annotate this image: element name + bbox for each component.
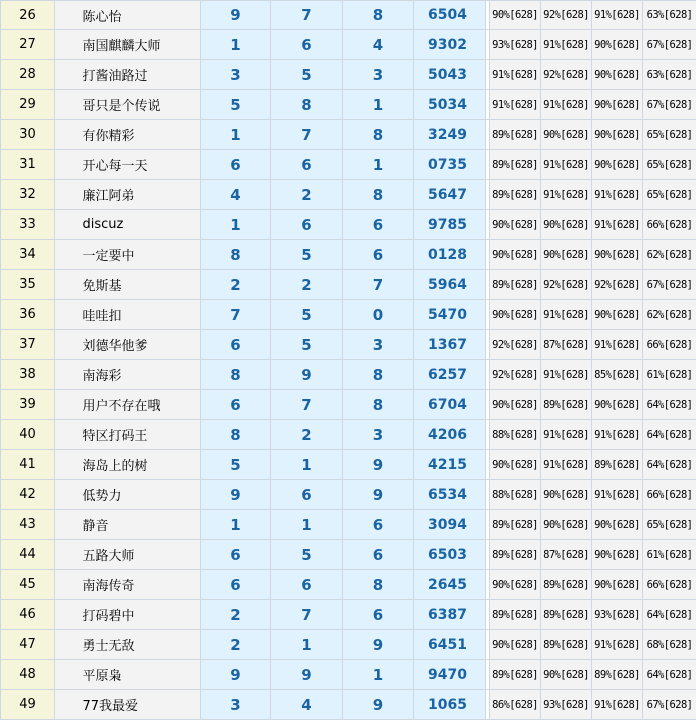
digit-2-cell: 4: [271, 690, 343, 720]
digit-1-cell: 5: [201, 450, 271, 480]
stat-3-cell: 91%[628]: [592, 330, 643, 360]
rank-cell: 44: [1, 540, 55, 570]
digit-1-cell: 8: [201, 420, 271, 450]
stat-2-cell: 91%[628]: [541, 30, 592, 60]
digit-3-cell: 9: [343, 630, 414, 660]
stat-1-cell: 92%[628]: [490, 360, 541, 390]
stat-4-cell: 65%[628]: [643, 510, 696, 540]
digit-3-cell: 8: [343, 390, 414, 420]
stat-1-cell: 90%[628]: [490, 630, 541, 660]
digit-3-cell: 0: [343, 300, 414, 330]
code-cell: 0735: [414, 150, 486, 180]
digit-3-cell: 8: [343, 1, 414, 30]
digit-2-cell: 6: [271, 210, 343, 240]
rank-cell: 29: [1, 90, 55, 120]
user-name-cell: 海岛上的树: [77, 450, 201, 480]
row-spacer: [55, 690, 77, 720]
stat-3-cell: 90%[628]: [592, 90, 643, 120]
stat-3-cell: 90%[628]: [592, 300, 643, 330]
stat-3-cell: 90%[628]: [592, 570, 643, 600]
digit-3-cell: 9: [343, 690, 414, 720]
row-spacer: [55, 60, 77, 90]
stat-4-cell: 63%[628]: [643, 60, 696, 90]
stat-4-cell: 64%[628]: [643, 390, 696, 420]
stat-4-cell: 65%[628]: [643, 150, 696, 180]
rank-cell: 47: [1, 630, 55, 660]
digit-3-cell: 6: [343, 600, 414, 630]
stat-4-cell: 67%[628]: [643, 90, 696, 120]
digit-3-cell: 6: [343, 540, 414, 570]
code-cell: 6503: [414, 540, 486, 570]
stat-2-cell: 92%[628]: [541, 1, 592, 30]
digit-2-cell: 6: [271, 30, 343, 60]
user-name-cell: 用户不存在哦: [77, 390, 201, 420]
stat-3-cell: 91%[628]: [592, 420, 643, 450]
rank-cell: 38: [1, 360, 55, 390]
table-row: [1, 360, 696, 390]
digit-2-cell: 1: [271, 450, 343, 480]
digit-3-cell: 3: [343, 60, 414, 90]
table-row: [1, 1, 696, 30]
code-cell: 9470: [414, 660, 486, 690]
ranking-table-body: [1, 1, 696, 720]
table-row: [1, 330, 696, 360]
digit-2-cell: 6: [271, 480, 343, 510]
digit-1-cell: 7: [201, 300, 271, 330]
row-spacer: [55, 150, 77, 180]
stat-2-cell: 89%[628]: [541, 600, 592, 630]
user-name-cell: 平原枭: [77, 660, 201, 690]
digit-2-cell: 6: [271, 150, 343, 180]
table-row: [1, 480, 696, 510]
stat-1-cell: 86%[628]: [490, 690, 541, 720]
digit-1-cell: 1: [201, 30, 271, 60]
row-spacer: [55, 480, 77, 510]
stat-2-cell: 92%[628]: [541, 270, 592, 300]
stat-4-cell: 66%[628]: [643, 480, 696, 510]
code-cell: 0128: [414, 240, 486, 270]
stat-2-cell: 87%[628]: [541, 330, 592, 360]
rank-cell: 33: [1, 210, 55, 240]
digit-3-cell: 7: [343, 270, 414, 300]
row-spacer: [55, 330, 77, 360]
row-spacer: [55, 450, 77, 480]
row-spacer: [55, 600, 77, 630]
user-name-cell: 静音: [77, 510, 201, 540]
digit-1-cell: 9: [201, 480, 271, 510]
digit-3-cell: 9: [343, 450, 414, 480]
stat-3-cell: 90%[628]: [592, 540, 643, 570]
stat-3-cell: 91%[628]: [592, 210, 643, 240]
rank-cell: 30: [1, 120, 55, 150]
stat-4-cell: 67%[628]: [643, 270, 696, 300]
stat-1-cell: 90%[628]: [490, 210, 541, 240]
digit-1-cell: 6: [201, 390, 271, 420]
digit-2-cell: 2: [271, 420, 343, 450]
stat-1-cell: 88%[628]: [490, 420, 541, 450]
row-spacer: [55, 570, 77, 600]
digit-3-cell: 3: [343, 330, 414, 360]
table-row: [1, 540, 696, 570]
code-cell: 6387: [414, 600, 486, 630]
table-row: [1, 150, 696, 180]
digit-3-cell: 8: [343, 120, 414, 150]
code-cell: 5964: [414, 270, 486, 300]
rank-cell: 49: [1, 690, 55, 720]
row-spacer: [55, 630, 77, 660]
table-row: [1, 120, 696, 150]
user-name-cell: 77我最爱: [77, 690, 201, 720]
stat-2-cell: 89%[628]: [541, 570, 592, 600]
stat-4-cell: 68%[628]: [643, 630, 696, 660]
stat-4-cell: 66%[628]: [643, 330, 696, 360]
rank-cell: 35: [1, 270, 55, 300]
digit-3-cell: 8: [343, 360, 414, 390]
digit-1-cell: 5: [201, 90, 271, 120]
user-name-cell: 陈心怡: [77, 1, 201, 30]
digit-2-cell: 5: [271, 240, 343, 270]
digit-1-cell: 1: [201, 510, 271, 540]
row-spacer: [55, 270, 77, 300]
stat-4-cell: 66%[628]: [643, 210, 696, 240]
code-cell: 2645: [414, 570, 486, 600]
digit-1-cell: 2: [201, 630, 271, 660]
stat-1-cell: 90%[628]: [490, 300, 541, 330]
code-cell: 1367: [414, 330, 486, 360]
stat-1-cell: 89%[628]: [490, 660, 541, 690]
stat-3-cell: 91%[628]: [592, 630, 643, 660]
rank-cell: 42: [1, 480, 55, 510]
stat-3-cell: 89%[628]: [592, 660, 643, 690]
rank-cell: 43: [1, 510, 55, 540]
stat-2-cell: 90%[628]: [541, 480, 592, 510]
stat-3-cell: 90%[628]: [592, 510, 643, 540]
digit-1-cell: 1: [201, 210, 271, 240]
rank-cell: 37: [1, 330, 55, 360]
rank-cell: 39: [1, 390, 55, 420]
row-spacer: [55, 300, 77, 330]
digit-3-cell: 3: [343, 420, 414, 450]
table-row: [1, 600, 696, 630]
rank-cell: 46: [1, 600, 55, 630]
table-row: [1, 210, 696, 240]
row-spacer: [55, 360, 77, 390]
row-spacer: [55, 660, 77, 690]
code-cell: 5043: [414, 60, 486, 90]
user-name-cell: 特区打码王: [77, 420, 201, 450]
user-name-cell: 南国麒麟大师: [77, 30, 201, 60]
digit-2-cell: 5: [271, 540, 343, 570]
stat-4-cell: 64%[628]: [643, 660, 696, 690]
stat-2-cell: 91%[628]: [541, 150, 592, 180]
stat-3-cell: 93%[628]: [592, 600, 643, 630]
user-name-cell: 南海传奇: [77, 570, 201, 600]
code-cell: 9302: [414, 30, 486, 60]
row-spacer: [55, 420, 77, 450]
stat-2-cell: 89%[628]: [541, 390, 592, 420]
stat-2-cell: 91%[628]: [541, 180, 592, 210]
stat-1-cell: 92%[628]: [490, 330, 541, 360]
stat-3-cell: 90%[628]: [592, 150, 643, 180]
user-name-cell: discuz: [77, 210, 201, 240]
digit-3-cell: 8: [343, 180, 414, 210]
row-spacer: [55, 540, 77, 570]
user-name-cell: 廉江阿弟: [77, 180, 201, 210]
digit-3-cell: 4: [343, 30, 414, 60]
table-row: [1, 270, 696, 300]
digit-2-cell: 1: [271, 510, 343, 540]
code-cell: 3094: [414, 510, 486, 540]
rank-cell: 48: [1, 660, 55, 690]
stat-2-cell: 91%[628]: [541, 450, 592, 480]
digit-1-cell: 4: [201, 180, 271, 210]
stat-3-cell: 90%[628]: [592, 120, 643, 150]
stat-1-cell: 89%[628]: [490, 510, 541, 540]
table-row: [1, 390, 696, 420]
stat-3-cell: 91%[628]: [592, 690, 643, 720]
digit-2-cell: 9: [271, 360, 343, 390]
digit-3-cell: 6: [343, 510, 414, 540]
stat-2-cell: 93%[628]: [541, 690, 592, 720]
table-row: [1, 90, 696, 120]
digit-1-cell: 2: [201, 600, 271, 630]
stat-4-cell: 65%[628]: [643, 120, 696, 150]
stat-1-cell: 93%[628]: [490, 30, 541, 60]
stat-2-cell: 87%[628]: [541, 540, 592, 570]
row-spacer: [55, 210, 77, 240]
table-row: [1, 510, 696, 540]
stat-3-cell: 85%[628]: [592, 360, 643, 390]
code-cell: 6534: [414, 480, 486, 510]
rank-cell: 36: [1, 300, 55, 330]
stat-2-cell: 90%[628]: [541, 510, 592, 540]
user-name-cell: 五路大师: [77, 540, 201, 570]
stat-4-cell: 67%[628]: [643, 690, 696, 720]
digit-1-cell: 8: [201, 240, 271, 270]
digit-3-cell: 6: [343, 240, 414, 270]
digit-3-cell: 9: [343, 480, 414, 510]
rank-cell: 28: [1, 60, 55, 90]
digit-2-cell: 9: [271, 660, 343, 690]
digit-1-cell: 3: [201, 690, 271, 720]
user-name-cell: 南海彩: [77, 360, 201, 390]
stat-3-cell: 92%[628]: [592, 270, 643, 300]
table-row: [1, 630, 696, 660]
rank-cell: 41: [1, 450, 55, 480]
code-cell: 6451: [414, 630, 486, 660]
digit-1-cell: 8: [201, 360, 271, 390]
code-cell: 5034: [414, 90, 486, 120]
row-spacer: [55, 240, 77, 270]
digit-2-cell: 8: [271, 90, 343, 120]
user-name-cell: 打码碧中: [77, 600, 201, 630]
user-name-cell: 开心每一天: [77, 150, 201, 180]
table-row: [1, 60, 696, 90]
row-spacer: [55, 90, 77, 120]
stat-1-cell: 90%[628]: [490, 450, 541, 480]
user-name-cell: 打酱油路过: [77, 60, 201, 90]
table-row: [1, 450, 696, 480]
user-name-cell: 哇哇扣: [77, 300, 201, 330]
table-row: [1, 300, 696, 330]
stat-2-cell: 90%[628]: [541, 120, 592, 150]
table-row: [1, 240, 696, 270]
user-name-cell: 免斯基: [77, 270, 201, 300]
digit-1-cell: 3: [201, 60, 271, 90]
rank-cell: 40: [1, 420, 55, 450]
row-spacer: [55, 1, 77, 30]
table-row: [1, 690, 696, 720]
stat-4-cell: 64%[628]: [643, 450, 696, 480]
stat-1-cell: 89%[628]: [490, 540, 541, 570]
digit-2-cell: 7: [271, 120, 343, 150]
code-cell: 6504: [414, 1, 486, 30]
digit-3-cell: 1: [343, 150, 414, 180]
stat-4-cell: 65%[628]: [643, 180, 696, 210]
digit-1-cell: 6: [201, 570, 271, 600]
rank-cell: 31: [1, 150, 55, 180]
stat-1-cell: 90%[628]: [490, 240, 541, 270]
row-spacer: [55, 390, 77, 420]
stat-1-cell: 90%[628]: [490, 390, 541, 420]
stat-4-cell: 61%[628]: [643, 360, 696, 390]
digit-1-cell: 6: [201, 330, 271, 360]
table-row: [1, 420, 696, 450]
stat-4-cell: 64%[628]: [643, 420, 696, 450]
stat-2-cell: 91%[628]: [541, 90, 592, 120]
digit-1-cell: 6: [201, 540, 271, 570]
stat-1-cell: 88%[628]: [490, 480, 541, 510]
digit-2-cell: 7: [271, 1, 343, 30]
stat-1-cell: 89%[628]: [490, 150, 541, 180]
table-row: [1, 570, 696, 600]
rank-cell: 27: [1, 30, 55, 60]
code-cell: 5470: [414, 300, 486, 330]
stat-4-cell: 62%[628]: [643, 240, 696, 270]
digit-2-cell: 5: [271, 330, 343, 360]
digit-2-cell: 1: [271, 630, 343, 660]
user-name-cell: 一定要中: [77, 240, 201, 270]
user-name-cell: 刘德华他爹: [77, 330, 201, 360]
code-cell: 1065: [414, 690, 486, 720]
stat-1-cell: 90%[628]: [490, 1, 541, 30]
table-row: [1, 180, 696, 210]
stat-1-cell: 89%[628]: [490, 120, 541, 150]
user-name-cell: 低势力: [77, 480, 201, 510]
digit-2-cell: 2: [271, 270, 343, 300]
digit-2-cell: 7: [271, 390, 343, 420]
stat-2-cell: 90%[628]: [541, 240, 592, 270]
digit-2-cell: 2: [271, 180, 343, 210]
user-name-cell: 哥只是个传说: [77, 90, 201, 120]
stat-4-cell: 66%[628]: [643, 570, 696, 600]
stat-3-cell: 89%[628]: [592, 450, 643, 480]
stat-4-cell: 63%[628]: [643, 1, 696, 30]
digit-2-cell: 5: [271, 60, 343, 90]
stat-1-cell: 90%[628]: [490, 570, 541, 600]
digit-2-cell: 5: [271, 300, 343, 330]
stat-4-cell: 62%[628]: [643, 300, 696, 330]
code-cell: 5647: [414, 180, 486, 210]
stat-3-cell: 90%[628]: [592, 30, 643, 60]
digit-1-cell: 2: [201, 270, 271, 300]
stat-2-cell: 90%[628]: [541, 210, 592, 240]
stat-2-cell: 91%[628]: [541, 360, 592, 390]
code-cell: 6257: [414, 360, 486, 390]
code-cell: 4215: [414, 450, 486, 480]
digit-3-cell: 1: [343, 90, 414, 120]
stat-3-cell: 91%[628]: [592, 180, 643, 210]
code-cell: 4206: [414, 420, 486, 450]
table-row: [1, 660, 696, 690]
digit-1-cell: 9: [201, 660, 271, 690]
digit-1-cell: 6: [201, 150, 271, 180]
digit-1-cell: 1: [201, 120, 271, 150]
stat-1-cell: 89%[628]: [490, 600, 541, 630]
digit-1-cell: 9: [201, 1, 271, 30]
stat-4-cell: 67%[628]: [643, 30, 696, 60]
stat-3-cell: 90%[628]: [592, 60, 643, 90]
user-name-cell: 有你精彩: [77, 120, 201, 150]
row-spacer: [55, 510, 77, 540]
digit-2-cell: 6: [271, 570, 343, 600]
digit-3-cell: 1: [343, 660, 414, 690]
stat-4-cell: 64%[628]: [643, 600, 696, 630]
stat-4-cell: 61%[628]: [643, 540, 696, 570]
stat-2-cell: 92%[628]: [541, 60, 592, 90]
digit-3-cell: 6: [343, 210, 414, 240]
stat-3-cell: 90%[628]: [592, 390, 643, 420]
code-cell: 6704: [414, 390, 486, 420]
row-spacer: [55, 180, 77, 210]
stat-1-cell: 91%[628]: [490, 90, 541, 120]
rank-cell: 34: [1, 240, 55, 270]
table-row: [1, 30, 696, 60]
stat-1-cell: 91%[628]: [490, 60, 541, 90]
rank-cell: 32: [1, 180, 55, 210]
user-name-cell: 勇士无敌: [77, 630, 201, 660]
row-spacer: [55, 30, 77, 60]
row-spacer: [55, 120, 77, 150]
rank-cell: 26: [1, 1, 55, 30]
digit-2-cell: 7: [271, 600, 343, 630]
code-cell: 9785: [414, 210, 486, 240]
stat-2-cell: 89%[628]: [541, 630, 592, 660]
stat-2-cell: 91%[628]: [541, 300, 592, 330]
stat-1-cell: 89%[628]: [490, 180, 541, 210]
stat-2-cell: 90%[628]: [541, 660, 592, 690]
stat-1-cell: 89%[628]: [490, 270, 541, 300]
stat-3-cell: 91%[628]: [592, 1, 643, 30]
stat-2-cell: 91%[628]: [541, 420, 592, 450]
code-cell: 3249: [414, 120, 486, 150]
stat-3-cell: 90%[628]: [592, 240, 643, 270]
digit-3-cell: 8: [343, 570, 414, 600]
stat-3-cell: 91%[628]: [592, 480, 643, 510]
rank-cell: 45: [1, 570, 55, 600]
